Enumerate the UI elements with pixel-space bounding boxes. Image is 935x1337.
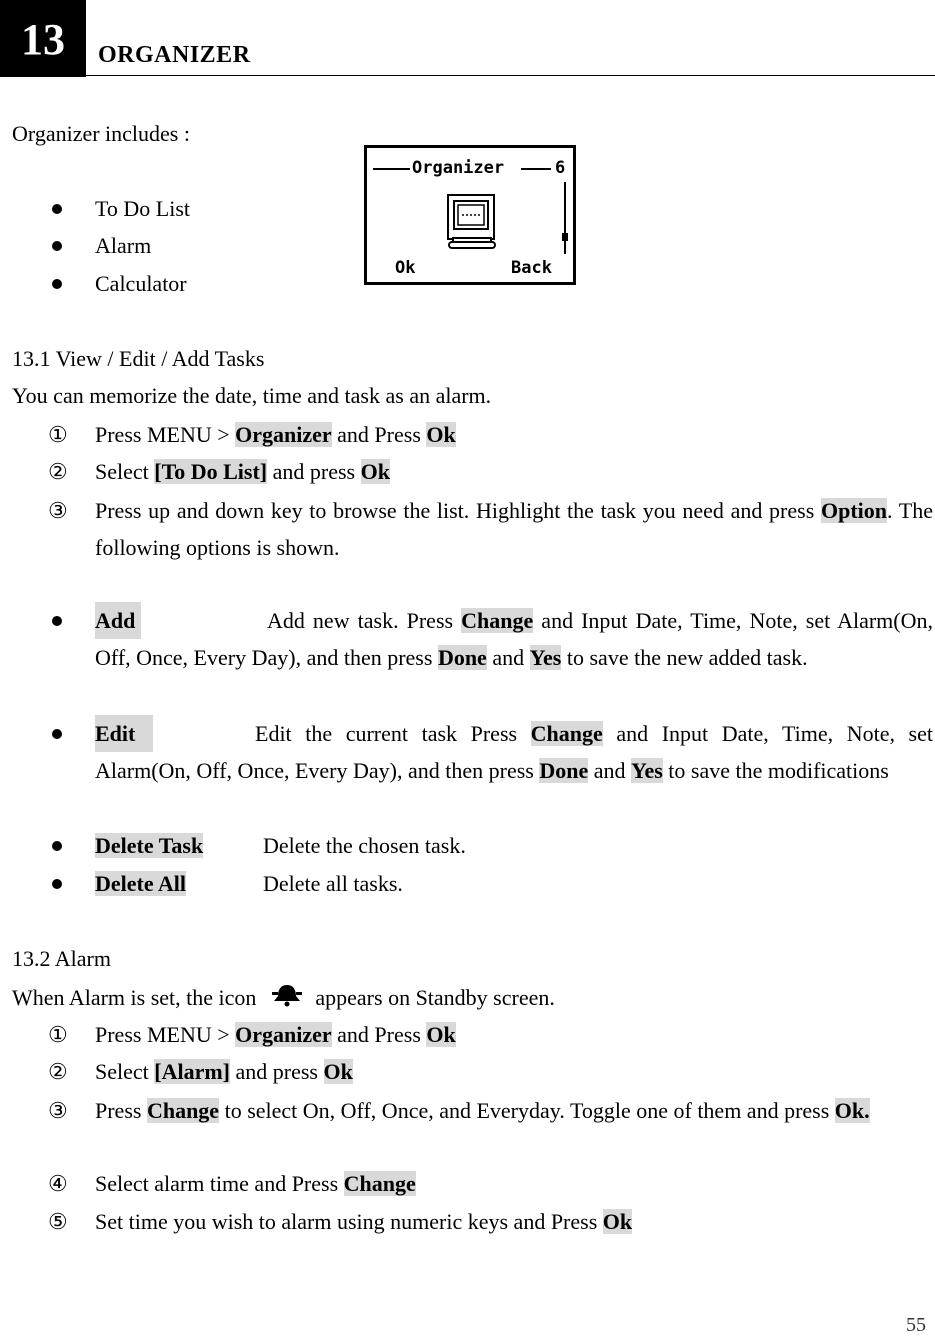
step-number: ④: [48, 1171, 68, 1196]
intro-item-calculator: Calculator: [95, 271, 187, 296]
phone-screen-title: Organizer: [412, 158, 505, 178]
key-ok: Ok: [426, 1022, 456, 1047]
bullet: [52, 241, 62, 251]
step-number: ③: [48, 1098, 68, 1123]
page-number: 55: [906, 1314, 926, 1336]
intro-item-alarm: Alarm: [95, 233, 152, 258]
key-yes: Yes: [631, 758, 663, 783]
key-organizer: Organizer: [235, 1022, 332, 1047]
section2-description: When Alarm is set, the icon appears on Standby screen.: [12, 985, 555, 1010]
section1-heading: 13.1 View / Edit / Add Tasks: [12, 346, 265, 371]
key-change: Change: [343, 1171, 416, 1196]
phone-back-softkey: Back: [511, 258, 552, 278]
key-organizer: Organizer: [235, 422, 332, 447]
step-number: ⑤: [48, 1209, 68, 1234]
key-change: Change: [146, 1098, 220, 1123]
option-delete-all-desc: Delete all tasks.: [263, 871, 403, 896]
alarm-bell-icon: [270, 983, 304, 1007]
option-delete-all-label: Delete All: [95, 871, 187, 896]
organizer-computer-icon: [447, 194, 497, 250]
chapter-title: ORGANIZER: [98, 42, 251, 68]
bullet: [52, 841, 62, 851]
step-number: ①: [48, 1022, 68, 1047]
phone-ok-softkey: Ok: [395, 258, 416, 278]
scrollbar-track: [564, 182, 566, 254]
option-add: Add Add new task. Press Change and Input Date, Time, Note, set Alarm(On, Off, Once, Every Day), and then press Done and Yes to save the new added task.: [95, 602, 933, 676]
key-option: Option: [820, 498, 887, 523]
bullet: [52, 616, 62, 626]
key-ok: Ok: [323, 1059, 353, 1084]
key-change: Change: [461, 608, 534, 633]
step-number: ①: [48, 422, 68, 447]
step-number: ③: [48, 498, 68, 523]
key-yes: Yes: [529, 645, 562, 670]
intro-item-todo: To Do List: [95, 196, 191, 221]
bullet: [52, 204, 62, 214]
step-number: ②: [48, 1059, 68, 1084]
bullet: [52, 879, 62, 889]
phone-screen-count: 6: [555, 158, 566, 178]
option-delete-task-desc: Delete the chosen task.: [263, 833, 466, 858]
option-edit-label: Edit: [95, 715, 153, 752]
key-ok: Ok: [602, 1209, 633, 1234]
key-alarm: [Alarm]: [154, 1059, 231, 1084]
key-ok: Ok.: [834, 1098, 870, 1123]
key-change: Change: [530, 721, 603, 746]
key-ok: Ok: [426, 422, 456, 447]
scrollbar-thumb: [562, 233, 568, 241]
chapter-number: 13: [0, 0, 86, 77]
bullet: [52, 279, 62, 289]
section2-heading: 13.2 Alarm: [12, 946, 111, 971]
option-add-label: Add: [95, 602, 141, 639]
title-rule-right: [521, 168, 551, 170]
key-done: Done: [437, 645, 487, 670]
option-delete-task: [95, 833, 203, 859]
section1-description: You can memorize the date, time and task as an alarm.: [12, 383, 492, 408]
key-todo-list: [To Do List]: [154, 459, 268, 484]
title-rule-left: [373, 168, 410, 170]
intro-text: Organizer includes :: [12, 121, 190, 146]
bullet: [52, 729, 62, 739]
key-ok: Ok: [360, 459, 390, 484]
step-number: ②: [48, 459, 68, 484]
option-edit: Edit Edit the current task Press Change and Input Date, Time, Note, set Alarm(On, Off, Once, Every Day), and then press Done and Yes to save the modifications: [95, 715, 933, 789]
phone-screen-organizer: [364, 145, 576, 285]
option-delete-task-label: Delete Task: [95, 833, 204, 858]
key-done: Done: [539, 758, 589, 783]
header-rule: [86, 75, 935, 76]
option-delete-all: [95, 871, 186, 897]
